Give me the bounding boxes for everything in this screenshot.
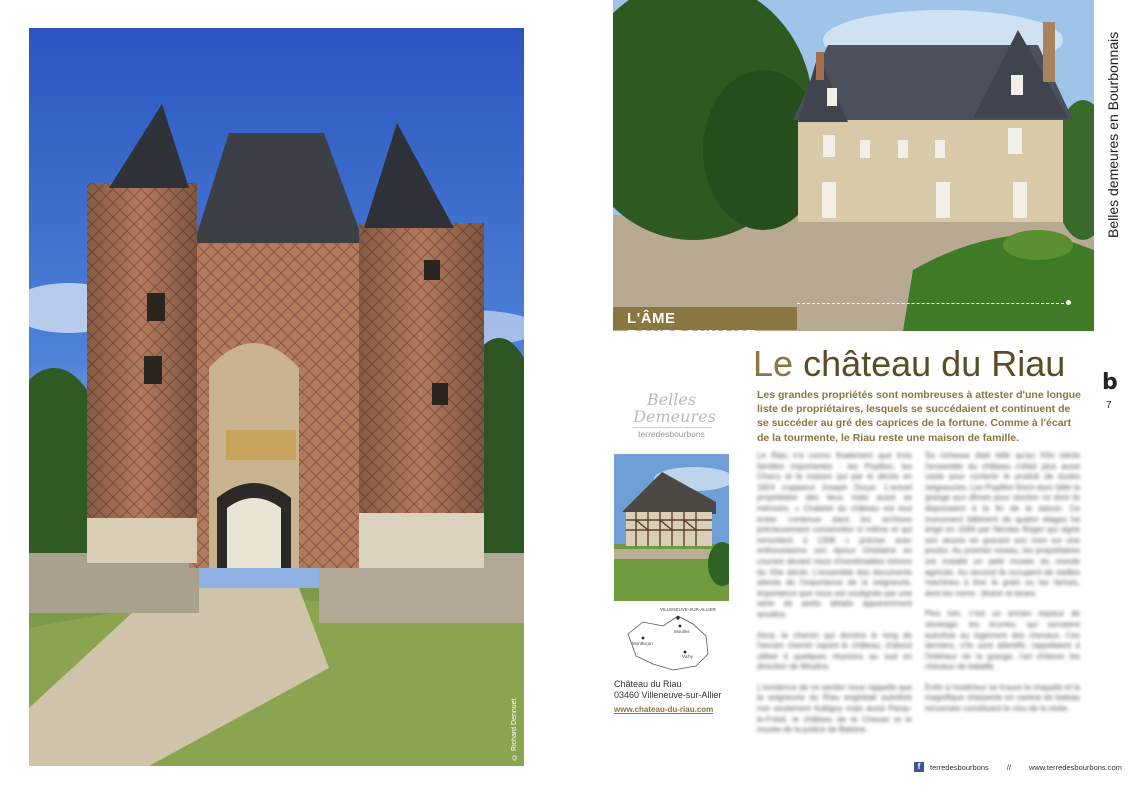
banner-rule <box>797 303 1069 304</box>
address-name: Château du Riau <box>614 679 682 689</box>
chateau-facade-photo <box>613 0 1094 331</box>
body-paragraph: Le Riau n'a connu finalement que trois familles importantes : les Popillon, les Charry et la maison qui par le décès en 1824 s'apparut Joseph Durye. L'actuel propriétaire des lieux mais aussi se mémoire, « Chatelet du château est tout entier contenue dans les archives précieusement conservées si même et qui remontent à 1308 » précise avec enthousiasme son époux Ghislaine en courant devant nous d'inestimables trésors du XIIe siècle. L'ensemble des documents atteste de l'importance de la seigneurie, importance que nous est soulignée par une série de petits détails apparemment anodins. <box>757 451 912 619</box>
map-label-montlucon: Montluçon <box>632 641 653 646</box>
address-city: 03460 Villeneuve-sur-Allier <box>614 690 722 700</box>
address-block <box>614 679 721 701</box>
brand-line-belles: Belles <box>646 390 697 409</box>
photo-credit: © Richard Dennuet <box>511 698 518 760</box>
body-paragraph: L'existence de ce sentier nous rappelle que la seigneurie du Riau englobait autrefois non seulement Aubigny mais aussi Paray-le-Frésil, le château de la Chesse et le musée de la justice de Baleine. <box>757 682 912 735</box>
section-label: L'ÂME BOURBONNAISE <box>613 307 797 330</box>
map-label-villeneuve: VILLENEUVE-SUR-ALLIER <box>660 607 716 612</box>
article-title-prefix: Le <box>753 343 794 384</box>
body-column-1 <box>757 451 912 746</box>
running-head: Belles demeures en Bourbonnais <box>1105 31 1121 238</box>
page-footer <box>914 762 1122 772</box>
article-title <box>753 343 1065 385</box>
belles-demeures-logo <box>614 392 729 439</box>
website-link[interactable]: www.chateau-du-riau.com <box>614 705 714 714</box>
article-title-main: château du Riau <box>803 343 1066 384</box>
map-label-moulins: Moulins <box>674 629 690 634</box>
brand-line-site: terredesbourbons <box>638 429 705 439</box>
body-paragraph: Plus loin, c'est un ancien espace de stockage, les écuries, qui servaient autrefois au logement des chevaux. Ces derniers, s'ils sont attentifs, rappelaient à l'intérieur de la grange, l'art d'élever les chevaux de bataille. <box>925 609 1080 672</box>
banner-rule-dot <box>1066 300 1071 305</box>
brand-rule <box>632 427 712 428</box>
body-paragraph: Enfin à l'extérieur se trouve la chapelle et la magnifique charpente en carène de bateau renversée constituant le clou de la visite. <box>925 682 1080 714</box>
footer-social-handle[interactable]: terredesbourbons <box>930 762 989 772</box>
location-map <box>618 604 718 672</box>
footer-site[interactable]: www.terredesbourbons.com <box>1028 762 1122 772</box>
footer-separator: // <box>1006 762 1011 772</box>
page-number: 7 <box>1106 400 1112 411</box>
brand-line-demeures: Demeures <box>633 407 716 426</box>
facebook-icon[interactable]: f <box>914 762 924 772</box>
castle-gatehouse-photo <box>29 28 524 766</box>
body-paragraph: Ainsi, le chemin qui domine le long de l'ancien chemin rejoint le château, d'abord utilisé à quelques réunions au sud en direction de Moulins. <box>757 630 912 672</box>
grange-photo <box>614 454 729 601</box>
magazine-logo-icon: b <box>1102 370 1118 395</box>
map-label-vichy: Vichy <box>682 654 693 659</box>
article-intro: Les grandes propriétés sont nombreuses à attester d'une longue liste de propriétaires, lesquels se succédaient et continuent de se succéder au gré des caprices de la fortune. Comme à l'écart de la tourmente, le Riau reste une maison de famille. <box>757 389 1081 444</box>
body-paragraph: Sa richesse était telle qu'au XIIe siècle l'ensemble du château n'était plus aussi vaste pour contenir le produit de toutes seigneuries. Les Popillon firent donc bâtir la grange aux dîmes pour stocker ce dont ils disposaient à la fin de la saison. Ce monument bâtiment de quatre étages fut érigé en 1584 par Nicolas Roger qui signe son œuvre en gravant son nom sur une poutre. Au premier niveau, les propriétaires ont installé un petit musée du monde agricole. Au second ils occupent de vieilles machines à tirer le grain ou les farines, dont les noms : blutoir et tarare. <box>925 451 1080 598</box>
body-column-2 <box>925 451 1080 725</box>
